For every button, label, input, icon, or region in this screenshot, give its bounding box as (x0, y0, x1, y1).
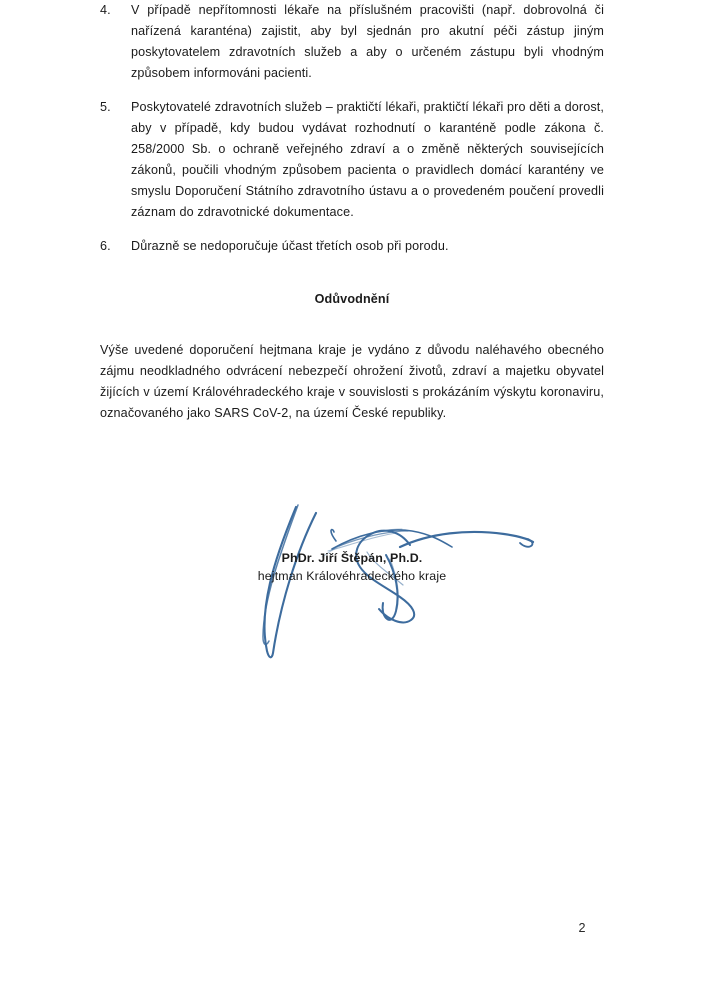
signature-block (100, 487, 604, 677)
signer-name: PhDr. Jiří Štěpán, Ph.D. (281, 551, 423, 565)
numbered-list (100, 0, 604, 257)
list-item-text: Důrazně se nedoporučuje účast třetích osob při porodu. (131, 239, 449, 253)
justification-paragraph: Výše uvedené doporučení hejtmana kraje je vydáno z důvodu naléhavého obecného zájmu neodkladného odvrácení nebezpečí ohrožení životů, zdraví a majetku obyvatel žijících v území Královéhradeckého kraje v souvislosti s prokázáním výskytu koronaviru, označovaného jako SARS CoV-2, na území České republiky. (100, 343, 604, 420)
list-item-text: V případě nepřítomnosti lékaře na příslušném pracovišti (např. dobrovolná či nařízená karanténa) zajistit, aby byl sjednán pro akutní péči zástup jiným poskytovatelem zdravotních služeb a aby o určeném zástupu byli vhodným způsobem informováni pacienti. (131, 3, 604, 80)
signature-caption (100, 549, 604, 585)
list-item-marker: 6. (100, 239, 111, 253)
spacer-after-heading (100, 310, 604, 340)
list-item-marker: 5. (100, 100, 111, 114)
list-item-marker: 4. (100, 3, 111, 17)
document-content (100, 0, 604, 583)
section-heading: Odůvodnění (314, 292, 390, 306)
signer-title: hejtman Královéhradeckého kraje (257, 569, 447, 583)
spacer-before-heading (100, 257, 604, 289)
list-item (100, 97, 604, 223)
list-item (100, 236, 604, 257)
page-number: 2 (578, 921, 586, 935)
list-item-text: Poskytovatelé zdravotních služeb – praktičtí lékaři, praktičtí lékaři pro děti a dorost, aby v případě, kdy budou vydávat rozhodnutí o karanténě podle zákona č. 258/2000 Sb. o ochraně veřejného zdraví a o změně některých souvisejících zákonů, poučili vhodným způsobem pacienta o pravidlech domácí karantény ve smyslu Doporučení Státního zdravotního ústavu a o provedeném poučení provedli záznam do zdravotnické dokumentace. (131, 100, 604, 219)
list-item (100, 0, 604, 84)
